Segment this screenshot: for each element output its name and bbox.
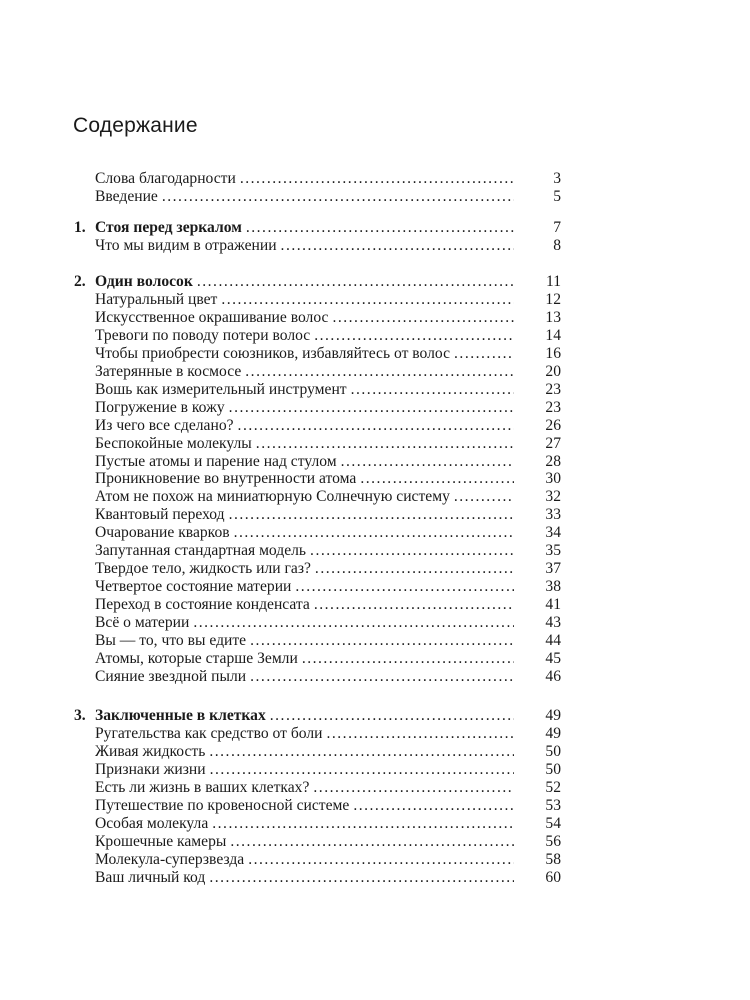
section-title-line xyxy=(95,237,516,255)
toc-entry-row xyxy=(0,470,750,488)
dot-leader xyxy=(229,506,514,524)
toc-entry-row xyxy=(0,435,750,453)
page-number: 41 xyxy=(545,596,561,614)
page-number: 49 xyxy=(545,707,561,724)
toc-entry-row xyxy=(0,632,750,650)
section-title: Сияние звездной пыли xyxy=(95,667,247,685)
chapter-title-line xyxy=(95,273,516,291)
page-number: 52 xyxy=(545,778,561,796)
dot-leader xyxy=(162,188,514,206)
page-number: 28 xyxy=(545,452,561,470)
section-title-line xyxy=(95,761,516,779)
section-title-line xyxy=(95,560,516,578)
page-number: 5 xyxy=(553,187,561,205)
dot-leader xyxy=(281,237,514,255)
dot-leader xyxy=(221,291,514,309)
page-number: 23 xyxy=(545,398,561,416)
section-title: Путешествие по кровеносной системе xyxy=(95,796,350,814)
page-number: 11 xyxy=(545,273,561,290)
section-title: Искусственное окрашивание волос xyxy=(95,308,329,326)
dot-leader xyxy=(353,797,514,815)
page-number: 27 xyxy=(545,434,561,452)
section-title: Живая жидкость xyxy=(95,742,206,760)
section-title-line xyxy=(95,170,516,188)
section-title: Ругательства как средство от боли xyxy=(95,724,323,742)
chapter-title: Стоя перед зеркалом xyxy=(95,219,242,236)
toc-entry-row xyxy=(0,237,750,255)
page-number: 35 xyxy=(545,542,561,560)
toc-entry-row xyxy=(0,797,750,815)
dot-leader xyxy=(256,435,514,453)
section-title-line xyxy=(95,399,516,417)
toc-entry-row xyxy=(0,381,750,399)
chapter-title: Заключенные в клетках xyxy=(95,707,266,724)
chapter-title-line xyxy=(95,707,516,725)
dot-leader xyxy=(229,399,514,417)
section-title-line xyxy=(95,578,516,596)
dot-leader xyxy=(314,596,514,614)
section-title: Всё о материи xyxy=(95,614,190,632)
page-number: 38 xyxy=(545,578,561,596)
section-title: Натуральный цвет xyxy=(95,290,218,308)
section-title: Погружение в кожу xyxy=(95,398,225,416)
section-title: Что мы видим в отражении xyxy=(95,236,277,254)
section-title-line xyxy=(95,188,516,206)
toc-chapter-row xyxy=(0,273,750,291)
page-number: 7 xyxy=(553,219,561,236)
page-number: 58 xyxy=(545,850,561,868)
section-title: Проникновение во внутренности атома xyxy=(95,470,357,488)
toc-entry-row xyxy=(0,743,750,761)
section-title-line xyxy=(95,743,516,761)
dot-leader xyxy=(332,309,514,327)
page-number: 32 xyxy=(545,488,561,506)
page-number: 54 xyxy=(545,814,561,832)
section-title-line xyxy=(95,725,516,743)
section-title-line xyxy=(95,869,516,887)
section-title-line xyxy=(95,524,516,542)
section-title-line xyxy=(95,345,516,363)
section-title: Переход в состояние конденсата xyxy=(95,596,310,614)
section-title: Твердое тело, жидкость или газ? xyxy=(95,560,311,578)
toc-entry-row xyxy=(0,453,750,471)
toc-entry-row xyxy=(0,596,750,614)
page-number: 3 xyxy=(553,170,561,187)
section-title-line xyxy=(95,797,516,815)
toc-entry-row xyxy=(0,869,750,887)
section-title: Квантовый переход xyxy=(95,506,225,524)
section-title: Вы — то, что вы едите xyxy=(95,632,247,649)
toc-entry-row xyxy=(0,363,750,381)
section-title: Запутанная стандартная модель xyxy=(95,542,307,560)
section-title: Чтобы приобрести союзников, избавляйтесь от волос xyxy=(95,344,451,362)
section-title-line xyxy=(95,668,516,686)
toc-entry-row xyxy=(0,399,750,417)
toc-chapter-row xyxy=(0,707,750,725)
dot-leader xyxy=(351,381,514,399)
toc-entry-row xyxy=(0,506,750,524)
toc-entry-row xyxy=(0,725,750,743)
toc-entry-row xyxy=(0,309,750,327)
dot-leader xyxy=(313,779,514,797)
section-title-line xyxy=(95,417,516,435)
dot-leader xyxy=(295,578,514,596)
page-number: 50 xyxy=(545,742,561,760)
toc-entry-row xyxy=(0,779,750,797)
section-title-line xyxy=(95,779,516,797)
page-number: 12 xyxy=(545,290,561,308)
toc-chapter-row xyxy=(0,219,750,237)
page-number: 16 xyxy=(545,344,561,362)
dot-leader xyxy=(240,170,514,188)
toc-entry-row xyxy=(0,524,750,542)
dot-leader xyxy=(230,833,514,851)
section-title: Крошечные камеры xyxy=(95,832,227,850)
toc-entry-row xyxy=(0,188,750,206)
dot-leader xyxy=(454,488,514,506)
page-number: 30 xyxy=(545,470,561,488)
section-title-line xyxy=(95,650,516,668)
section-title-line xyxy=(95,363,516,381)
dot-leader xyxy=(245,363,514,381)
dot-leader xyxy=(234,524,514,542)
dot-leader xyxy=(314,327,514,345)
dot-leader xyxy=(302,650,514,668)
section-title-line xyxy=(95,291,516,309)
section-title: Из чего все сделано? xyxy=(95,416,234,434)
section-title-line xyxy=(95,632,516,650)
dot-leader xyxy=(193,614,514,632)
section-title-line xyxy=(95,596,516,614)
section-title: Атом не похож на миниатюрную Солнечную систему xyxy=(95,488,450,506)
section-title: Тревоги по поводу потери волос xyxy=(95,326,311,344)
toc-entry-row xyxy=(0,578,750,596)
page-number: 23 xyxy=(545,380,561,398)
chapter-number: 1. xyxy=(74,219,86,236)
section-title-line xyxy=(95,833,516,851)
section-title: Введение xyxy=(95,187,158,205)
toc-entry-row xyxy=(0,761,750,779)
chapter-number: 2. xyxy=(74,273,86,290)
section-title: Пустые атомы и парение над стулом xyxy=(95,452,337,470)
page-number: 50 xyxy=(545,760,561,778)
chapter-title-line xyxy=(95,219,516,237)
toc-entry-row xyxy=(0,417,750,435)
page-number: 43 xyxy=(545,614,561,632)
dot-leader xyxy=(209,743,514,761)
page-number: 46 xyxy=(545,667,561,685)
section-title-line xyxy=(95,435,516,453)
dot-leader xyxy=(360,470,514,488)
page-title: Содержание xyxy=(73,114,198,137)
dot-leader xyxy=(238,417,514,435)
toc-entry-row xyxy=(0,815,750,833)
toc-entry-row xyxy=(0,170,750,188)
dot-leader xyxy=(310,542,514,560)
page-number: 56 xyxy=(545,832,561,850)
page-number: 20 xyxy=(545,362,561,380)
toc-entry-row xyxy=(0,851,750,869)
dot-leader xyxy=(454,345,514,363)
section-title-line xyxy=(95,453,516,471)
dot-leader xyxy=(270,707,514,725)
dot-leader xyxy=(341,453,514,471)
page-number: 8 xyxy=(553,236,561,254)
section-title-line xyxy=(95,815,516,833)
page-number: 60 xyxy=(545,868,561,886)
page-number: 37 xyxy=(545,560,561,578)
chapter-number: 3. xyxy=(74,707,86,724)
page-number: 53 xyxy=(545,796,561,814)
dot-leader xyxy=(250,668,514,686)
toc-entry-row xyxy=(0,542,750,560)
page-number: 45 xyxy=(545,649,561,667)
page-number: 33 xyxy=(545,506,561,524)
chapter-title: Один волосок xyxy=(95,273,193,290)
dot-leader xyxy=(246,219,514,237)
section-title: Молекула-суперзвезда xyxy=(95,850,245,868)
dot-leader xyxy=(326,725,514,743)
toc-entry-row xyxy=(0,833,750,851)
section-title-line xyxy=(95,470,516,488)
dot-leader xyxy=(210,761,514,779)
toc-entry-row xyxy=(0,327,750,345)
section-title: Беспокойные молекулы xyxy=(95,434,252,452)
section-title-line xyxy=(95,851,516,869)
section-title: Ваш личный код xyxy=(95,868,206,886)
page-number: 44 xyxy=(545,632,561,649)
page-number: 34 xyxy=(545,524,561,542)
section-title: Особая молекула xyxy=(95,814,209,832)
toc-entry-row xyxy=(0,560,750,578)
page-number: 49 xyxy=(545,724,561,742)
dot-leader xyxy=(212,815,514,833)
dot-leader xyxy=(250,632,514,650)
section-title: Четвертое состояние материи xyxy=(95,578,292,596)
page-number: 14 xyxy=(545,326,561,344)
page-number: 13 xyxy=(545,308,561,326)
section-title: Вошь как измерительный инструмент xyxy=(95,380,347,398)
section-title-line xyxy=(95,488,516,506)
section-title: Есть ли жизнь в ваших клетках? xyxy=(95,778,310,796)
toc-entry-row xyxy=(0,488,750,506)
toc-entry-row xyxy=(0,650,750,668)
toc-entry-row xyxy=(0,345,750,363)
section-title-line xyxy=(95,614,516,632)
section-title-line xyxy=(95,327,516,345)
toc-entry-row xyxy=(0,668,750,686)
section-title: Слова благодарности xyxy=(95,170,236,187)
section-title: Очарование кварков xyxy=(95,524,230,542)
section-title: Затерянные в космосе xyxy=(95,362,242,380)
section-title: Признаки жизни xyxy=(95,760,206,778)
dot-leader xyxy=(315,560,514,578)
section-title-line xyxy=(95,309,516,327)
page-number: 26 xyxy=(545,416,561,434)
section-title-line xyxy=(95,381,516,399)
dot-leader xyxy=(197,273,514,291)
dot-leader xyxy=(248,851,514,869)
section-title-line xyxy=(95,542,516,560)
section-title-line xyxy=(95,506,516,524)
section-title: Атомы, которые старше Земли xyxy=(95,649,298,667)
toc-entry-row xyxy=(0,614,750,632)
dot-leader xyxy=(209,869,514,887)
toc-entry-row xyxy=(0,291,750,309)
